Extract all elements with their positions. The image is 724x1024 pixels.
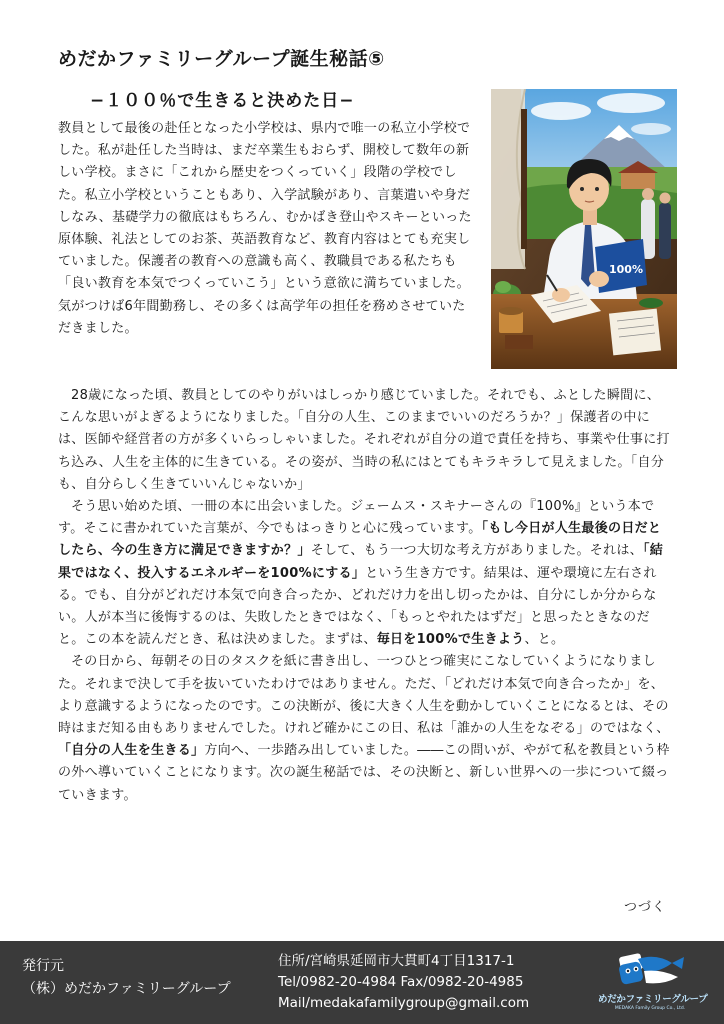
paragraph-1: 教員として最後の赴任となった小学校は、県内で唯一の私立小学校でした。私が赴任した当時は、まだ卒業生もおらず、開校して数年の新しい学校。まさに「これから歴史をつくっていく」段階の学校でした。私立小学校ということもあり、入学試験があり、言葉遣いや身だしなみ、基礎学力の徹底はもちろん、むかばき登山やスキーといった原体験、礼法としてのお茶、英語教育など、教育内容はとても充実していました。保護者の教育への意識も高く、教職員である私たちも「良い教育を本気でつくっていこう」という意欲に満ちていました。気がつけば6年間勤務し、その多くは高学年の担任を務めさせていただきました。 [58,121,472,336]
paragraph-4 [58,651,672,806]
footer [0,941,724,1024]
to-be-continued: つづく [623,900,666,915]
publisher-label: 発行元 [22,958,64,974]
paragraph-3 [58,496,672,651]
teacher-writing-illustration [491,89,677,369]
medaka-fish-logo-icon [598,949,702,991]
page-subtitle: −１００％で生きると決めた日− [90,91,355,111]
p4-text-a: その日から、毎朝その日のタスクを紙に書き出し、一つひとつ確実にこなしていくようになりました。それまで決して手を抜いていたわけではありません。ただ、「どれだけ本気で向き合ったか」を、より意識するようになったのです。この決断が、後に大きく人生を動かしていくことになるとは、その時はまだ知る由もありませんでした。けれど確かにこの日、私は「誰かの人生をなぞる」のではなく、 [58,654,670,737]
p3-emphasis-energy: 「結果ではなく、投入するエネルギーを100%にする」 [58,543,664,581]
logo-subtext: MEDAKA Family Group Co., Ltd. [614,1006,686,1011]
p3-text-g: 、と。 [524,632,565,648]
p4-emphasis-own-life: 「自分の人生を生きる」 [58,743,205,759]
email-link[interactable]: Mail/medakafamilygroup@gmail.com [278,995,530,1011]
p3-text-c: そして、もう一つ大切な考え方がありました。それは、 [310,543,643,559]
p4-text-c: 方向へ、一歩踏み出していました。――この問いが、やがて私を教員という枠の外へ導いていくことになります。次の誕生秘話では、その決断と、新しい世界への一歩について綴っていきます。 [58,743,670,803]
page-title: めだかファミリーグループ誕生秘話⑤ [58,48,385,70]
contact-block [278,951,529,1014]
p3-text-e: という生き方です。結果は、運や環境に左右される。でも、自分がどれだけ本気で向き合ったか、どれだけ力を出し切ったかは、自分にしか分からない。人が本当に後悔するのは、失敗したときではなく、「もっとやれたはずだ」と思ったときなのだと。この本を読んだとき、私は決めました。まずは、 [58,565,657,648]
p3-emphasis-question: 「もし今日が人生最後の日だとしたら、今の生き方に満足できますか？」 [58,521,662,559]
phone-fax-text: Tel/0982-20-4984 Fax/0982-20-4985 [278,974,524,990]
publisher-block [22,955,231,1001]
publisher-name: （株）めだかファミリーグループ [22,981,231,997]
logo-text: めだかファミリーグループ [598,994,708,1005]
p3-emphasis-decision: 毎日を100%で生きよう [376,632,525,648]
article-body [58,385,672,807]
address-text: 住所/宮崎県延岡市大貫町4丁目1317-1 [278,953,515,969]
p3-text-a: そう思い始めた頃、一冊の本に出会いました。ジェームス・スキナーさんの『100%』という本です。そこに書かれていた言葉が、今でもはっきりと心に残っています。 [58,499,655,537]
company-logo [598,949,708,1017]
paragraph-2: 28歳になった頃、教員としてのやりがいはしっかり感じていました。それでも、ふとした瞬間に、こんな思いがよぎるようになりました。「自分の人生、このままでいいのだろうか？」保護者の中には、医師や経営者の方が多くいらっしゃいました。それぞれが自分の道で責任を持ち、事業や仕事に打ち込み、人生を主体的に生きている。その姿が、当時の私にはとてもキラキラして見えました。「自分も、自分らしく生きていいんじゃないか」 [58,388,670,492]
book-label: 100% [609,263,643,276]
